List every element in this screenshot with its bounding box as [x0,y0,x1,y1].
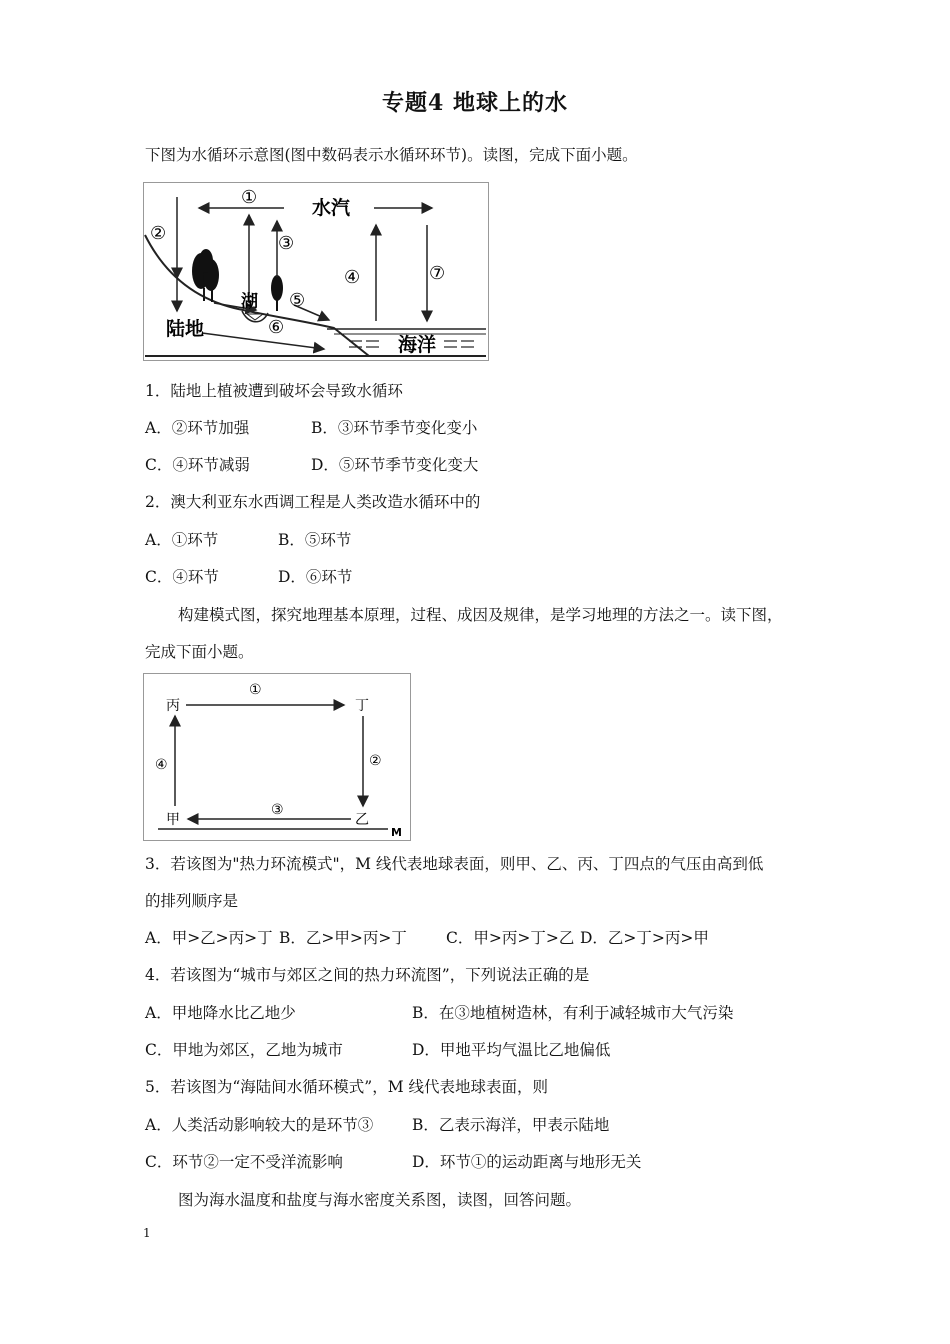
q1-option-d[interactable]: D．⑤环节季节变化变大 [311,456,479,474]
page-title: 专题4 地球上的水 [382,90,568,116]
label-m: M [391,826,402,839]
label-n5: ⑤ [289,290,306,311]
label-ocean: 海洋 [398,334,437,356]
water-cycle-diagram [143,182,489,361]
q1-option-a[interactable]: A．②环节加强 [145,419,250,437]
q4-option-c[interactable]: C．甲地为郊区，乙地为城市 [145,1041,343,1059]
label-n6: ⑥ [268,317,285,338]
label-vapor: 水汽 [312,197,351,219]
q3-option-c[interactable]: C．甲>丙>丁>乙 [446,929,575,947]
label-jia: 甲 [166,812,180,828]
q3-option-d[interactable]: D．乙>丁>丙>甲 [580,929,709,947]
q4-option-a[interactable]: A．甲地降水比乙地少 [145,1004,296,1022]
q1-stem: 1．陆地上植被遭到破坏会导致水循环 [145,382,403,400]
q5-stem: 5．若该图为“海陆间水循环模式”，M 线代表地球表面，则 [145,1078,549,1096]
circulation-model-svg [144,674,410,840]
label-n3: ③ [271,802,284,818]
label-n2: ② [150,223,167,244]
label-lake: 湖 [241,292,258,312]
q5-option-b[interactable]: B．乙表示海洋，甲表示陆地 [412,1116,610,1134]
label-n1: ① [241,187,258,208]
q3-stem-line2: 的排列顺序是 [145,892,239,910]
intro-text-1: 下图为水循环示意图(图中数码表示水循环环节)。读图，完成下面小题。 [145,146,638,164]
q4-option-d[interactable]: D．甲地平均气温比乙地偏低 [412,1041,611,1059]
label-n4: ④ [344,267,361,288]
intro-text-2-line1: 构建模式图，探究地理基本原理，过程、成因及规律，是学习地理的方法之一。读下图， [178,606,783,624]
page-number: 1 [143,1226,151,1240]
label-bing: 丙 [166,698,180,714]
label-n3: ③ [278,233,295,254]
q2-option-c[interactable]: C．④环节 [145,568,219,586]
label-n2: ② [369,753,382,769]
q1-option-c[interactable]: C．④环节减弱 [145,456,250,474]
q2-option-b[interactable]: B．⑤环节 [278,531,352,549]
label-ding: 丁 [355,698,369,714]
q4-option-b[interactable]: B．在③地植树造林，有利于减轻城市大气污染 [412,1004,734,1022]
arrow-6-groundwater [202,333,324,349]
label-yi: 乙 [355,812,369,828]
label-n1: ① [249,682,262,698]
q3-stem-line1: 3．若该图为"热力环流模式"，M 线代表地球表面，则甲、乙、丙、丁四点的气压由高到低 [145,855,764,873]
label-n7: ⑦ [429,263,446,284]
circulation-model-diagram [143,673,411,841]
q3-option-a[interactable]: A．甲>乙>丙>丁 [145,929,273,947]
water-cycle-svg [144,183,488,360]
q5-option-d[interactable]: D．环节①的运动距离与地形无关 [412,1153,642,1171]
label-n4: ④ [155,757,168,773]
label-land: 陆地 [166,318,205,340]
trees [192,249,283,311]
q4-stem: 4．若该图为“城市与郊区之间的热力环流图”，下列说法正确的是 [145,966,590,984]
q1-option-b[interactable]: B．③环节季节变化变小 [311,419,478,437]
q2-option-a[interactable]: A．①环节 [145,531,219,549]
intro-text-2-line2: 完成下面小题。 [145,643,254,661]
intro-text-3: 图为海水温度和盐度与海水密度关系图，读图，回答问题。 [178,1191,582,1209]
q5-option-c[interactable]: C．环节②一定不受洋流影响 [145,1153,343,1171]
q3-option-b[interactable]: B．乙>甲>丙>丁 [279,929,407,947]
q5-option-a[interactable]: A．人类活动影响较大的是环节③ [145,1116,374,1134]
q2-stem: 2．澳大利亚东水西调工程是人类改造水循环中的 [145,493,481,511]
q2-option-d[interactable]: D．⑥环节 [278,568,353,586]
